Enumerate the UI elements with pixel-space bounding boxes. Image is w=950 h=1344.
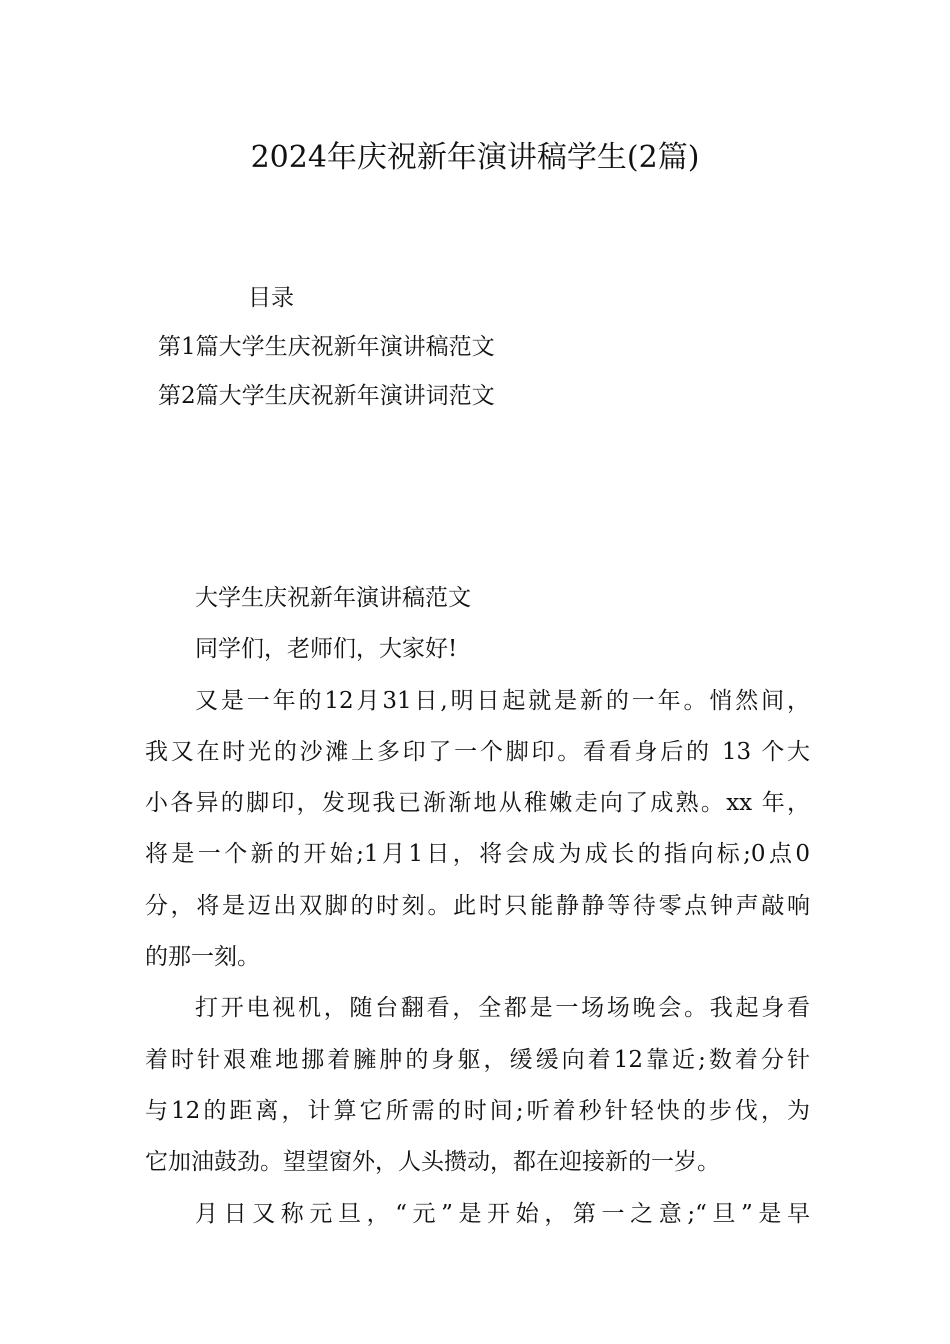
greeting-line: 同学们，老师们，大家好! [195,636,458,663]
toc-item-1[interactable]: 第1篇大学生庆祝新年演讲稿范文 [158,334,495,360]
paragraph-line: 它加油鼓劲。望望窗外，人头攒动，都在迎接新的一岁。 [145,1149,720,1176]
section-heading: 大学生庆祝新年演讲稿范文 [195,585,471,611]
paragraph-line: 着时针艰难地挪着臃肿的身躯，缓缓向着12靠近;数着分针 [145,1046,810,1073]
paragraph-line: 我又在时光的沙滩上多印了一个脚印。看看身后的 13 个大 [145,738,810,765]
paragraph-line: 又是一年的12月31日,明日起就是新的一年。悄然间， [195,687,810,714]
paragraph-line: 打开电视机，随台翻看，全都是一场场晚会。我起身看 [195,995,810,1022]
document-title: 2024年庆祝新年演讲稿学生(2篇) [250,140,700,175]
toc-heading: 目录 [248,285,294,311]
document-body [145,573,810,1240]
paragraph-line: 的那一刻。 [145,944,260,971]
paragraph-line: 小各异的脚印，发现我已渐渐地从稚嫩走向了成熟。xx 年， [145,790,810,817]
paragraph-line: 将是一个新的开始;1月1日，将会成为成长的指向标;0点0 [145,841,810,868]
toc-item-2[interactable]: 第2篇大学生庆祝新年演讲词范文 [158,383,495,409]
paragraph-line: 分，将是迈出双脚的时刻。此时只能静静等待零点钟声敲响 [145,892,810,919]
paragraph-line: 与12的距离，计算它所需的时间;听着秒针轻快的步伐，为 [145,1097,810,1124]
paragraph-line: 月日又称元旦，“元”是开始，第一之意;“旦”是早 [195,1200,810,1227]
